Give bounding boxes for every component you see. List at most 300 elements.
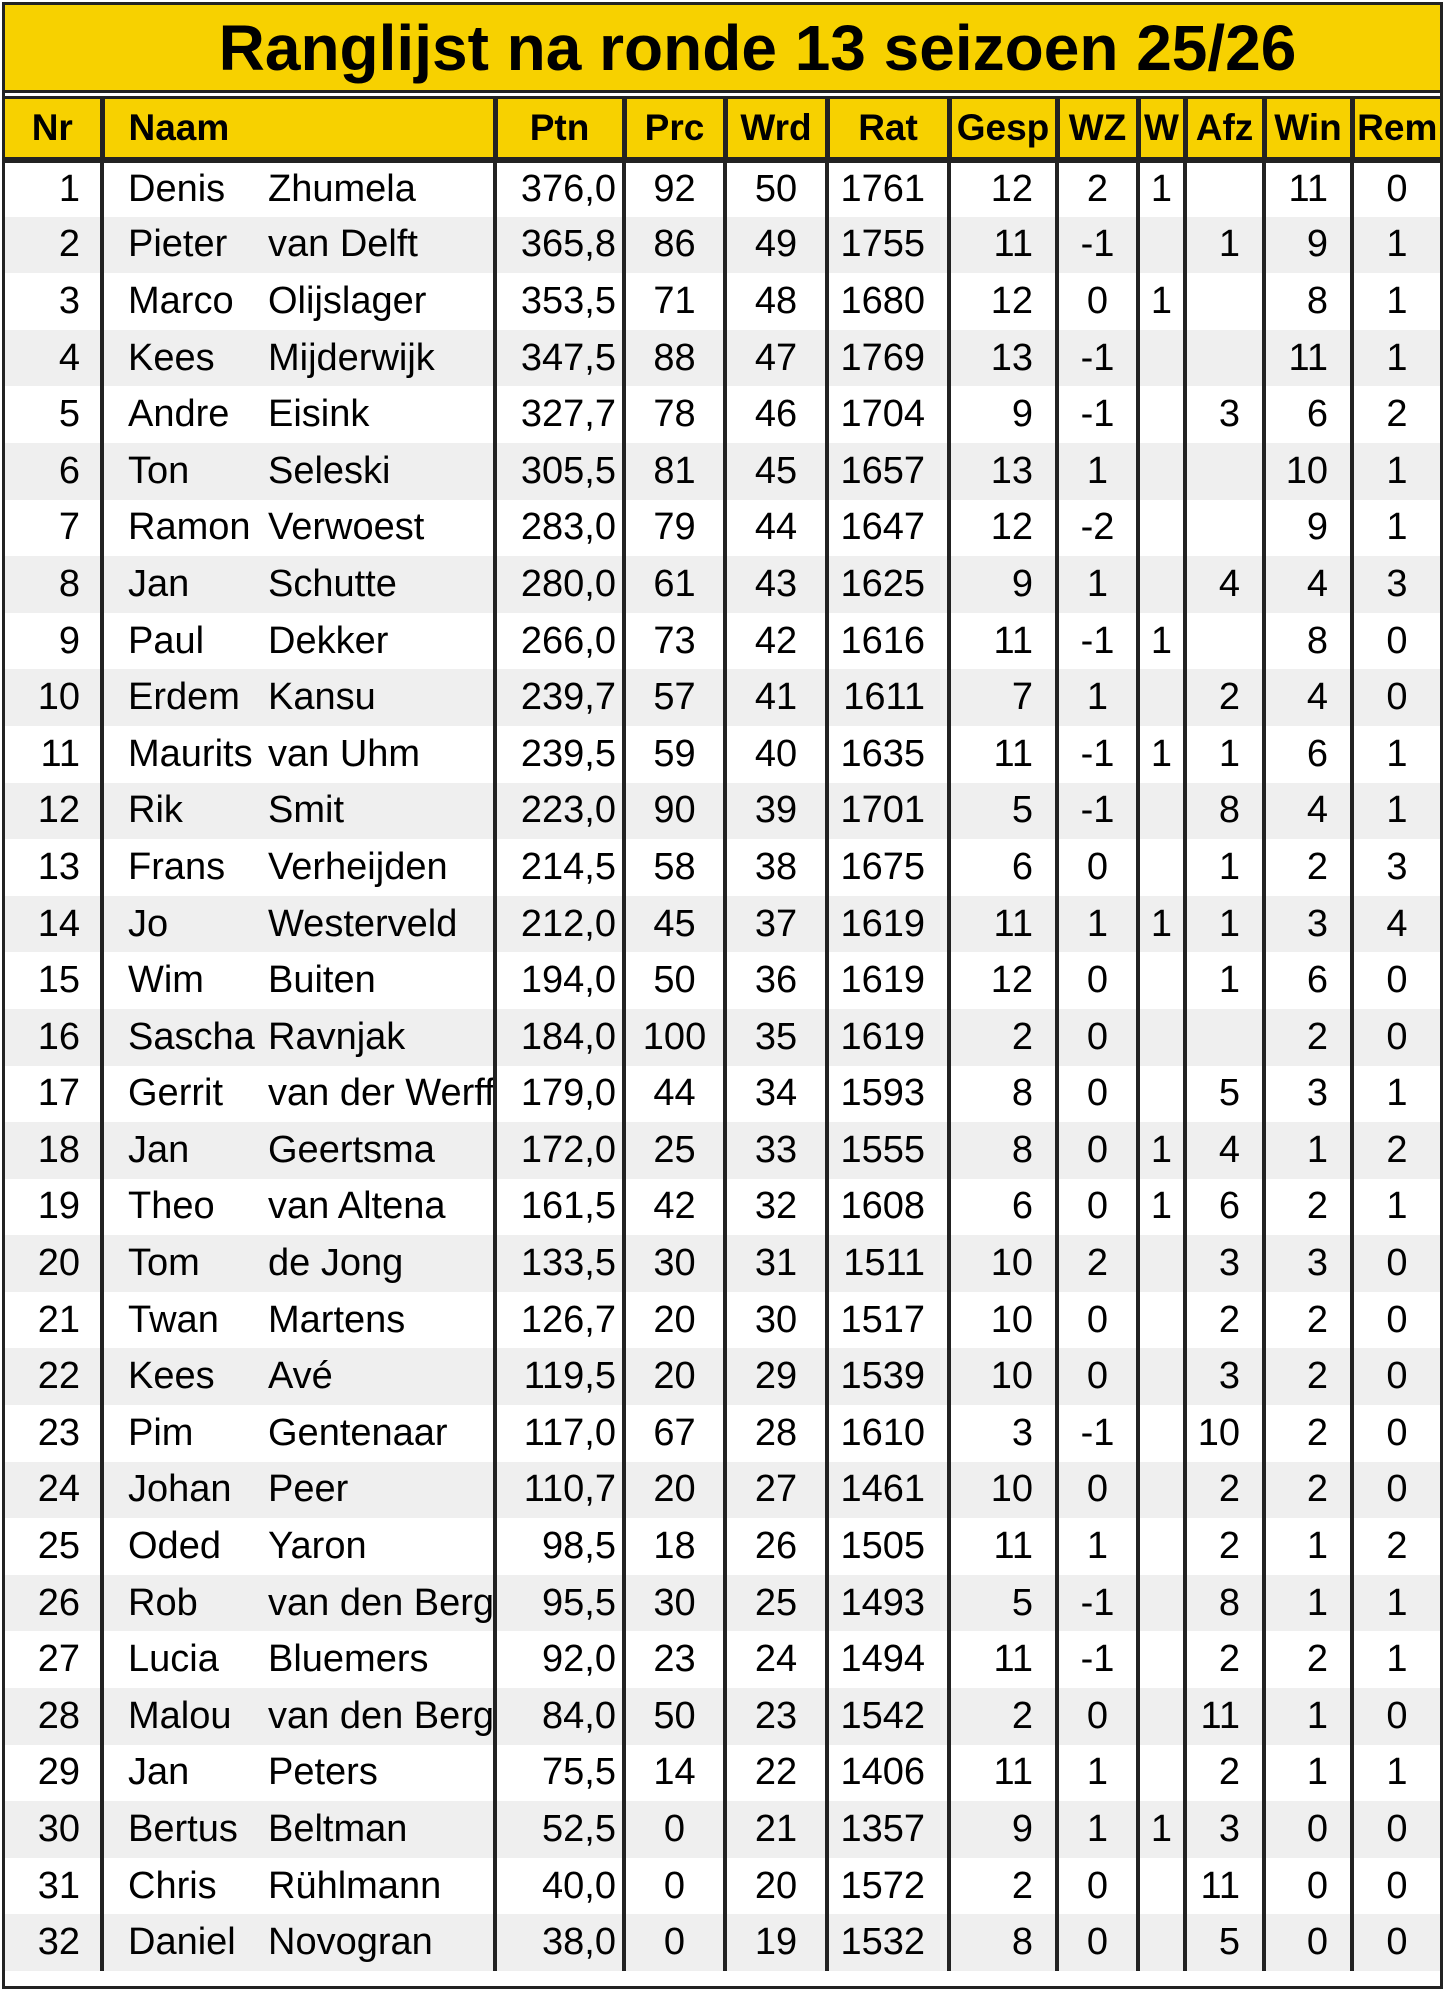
rank-cell: 23 (37, 1411, 80, 1454)
rank-cell: 32 (5, 1914, 102, 1971)
name-cell (102, 217, 495, 274)
table-row (5, 1688, 1440, 1745)
draws-cell: 0 (1352, 669, 1440, 726)
wins-cell: 2 (1264, 1462, 1352, 1519)
rank-cell: 10 (5, 669, 102, 726)
points-cell: 52,5 (495, 1801, 624, 1858)
draws-cell: 0 (1352, 1009, 1440, 1066)
value-cell: 21 (725, 1801, 827, 1858)
name-cell (102, 1179, 495, 1236)
rank-cell: 24 (5, 1462, 102, 1519)
games-cell: 8 (949, 1122, 1057, 1179)
first-name: Rob (128, 1581, 198, 1624)
points-cell: 117,0 (495, 1405, 624, 1462)
points-cell: 98,5 (495, 1518, 624, 1575)
value-cell: 33 (725, 1122, 827, 1179)
first-name: Paul (128, 619, 205, 662)
rating-cell: 1610 (827, 1405, 949, 1462)
points-cell: 119,5 (495, 1348, 624, 1405)
percentage-cell: 50 (624, 952, 725, 1009)
last-name: Avé (268, 1355, 333, 1398)
rank-cell: 29 (37, 1751, 80, 1794)
withdrawn-cell: 4 (1185, 556, 1264, 613)
w-cell (1138, 1745, 1185, 1802)
games-cell: 9 (949, 386, 1057, 443)
withdrawn-cell: 1 (1185, 896, 1264, 953)
draws-cell: 3 (1352, 839, 1440, 896)
wins-cell: 4 (1264, 783, 1352, 840)
withdrawn-cell: 3 (1185, 1348, 1264, 1405)
name-cell (102, 1122, 495, 1179)
rating-cell: 1494 (827, 1631, 949, 1688)
value-cell: 38 (725, 839, 827, 896)
table-row (5, 1518, 1440, 1575)
white-black-balance-cell: -1 (1057, 783, 1138, 840)
white-black-balance-cell: -1 (1057, 613, 1138, 670)
withdrawn-cell: 8 (1185, 783, 1264, 840)
w-cell: 1 (1138, 1179, 1185, 1236)
draws-cell: 1 (1352, 1745, 1440, 1802)
white-black-balance-cell: 0 (1057, 1009, 1138, 1066)
w-cell (1138, 1462, 1185, 1519)
wins-cell: 1 (1264, 1688, 1352, 1745)
table-row (5, 443, 1440, 500)
table-row (5, 330, 1440, 387)
percentage-cell: 23 (624, 1631, 725, 1688)
points-cell: 239,7 (495, 669, 624, 726)
w-cell (1138, 556, 1185, 613)
rank-cell: 28 (5, 1688, 102, 1745)
games-cell: 3 (949, 1405, 1057, 1462)
draws-cell: 1 (1352, 1066, 1440, 1123)
first-name: Maurits (128, 732, 253, 775)
last-name: Ravnjak (268, 1015, 406, 1058)
last-name: Yaron (268, 1525, 367, 1568)
table-row (5, 556, 1440, 613)
name-cell (102, 273, 495, 330)
draws-cell: 1 (1352, 500, 1440, 557)
last-name: Seleski (268, 449, 391, 492)
draws-cell: 1 (1352, 1575, 1440, 1632)
wins-cell: 0 (1264, 1858, 1352, 1915)
value-cell: 26 (725, 1518, 827, 1575)
draws-cell: 2 (1352, 1122, 1440, 1179)
rank-cell: 21 (37, 1298, 80, 1341)
rating-cell: 1461 (827, 1462, 949, 1519)
white-black-balance-cell: 0 (1057, 1688, 1138, 1745)
withdrawn-cell: 2 (1185, 1631, 1264, 1688)
rank-cell: 19 (37, 1185, 80, 1228)
withdrawn-cell: 11 (1185, 1688, 1264, 1745)
points-cell: 95,5 (495, 1575, 624, 1632)
wins-cell: 2 (1264, 1179, 1352, 1236)
wins-cell: 10 (1264, 443, 1352, 500)
rating-cell: 1357 (827, 1801, 949, 1858)
page-title: Ranglijst na ronde 13 seizoen 25/26 (5, 5, 1440, 93)
name-cell (102, 1914, 495, 1971)
white-black-balance-cell: 2 (1057, 160, 1138, 217)
last-name: van der Werff (268, 1072, 495, 1115)
games-cell: 11 (949, 613, 1057, 670)
percentage-cell: 57 (624, 669, 725, 726)
last-name: van den Berg (268, 1694, 495, 1737)
points-cell: 283,0 (495, 500, 624, 557)
table-row (5, 1292, 1440, 1349)
white-black-balance-cell: 0 (1057, 1292, 1138, 1349)
rating-cell: 1593 (827, 1066, 949, 1123)
table-row (5, 1575, 1440, 1632)
w-cell (1138, 1405, 1185, 1462)
table-row (5, 1462, 1440, 1519)
points-cell: 84,0 (495, 1688, 624, 1745)
w-cell (1138, 500, 1185, 557)
percentage-cell: 78 (624, 386, 725, 443)
games-cell: 10 (949, 1462, 1057, 1519)
white-black-balance-cell: 1 (1057, 669, 1138, 726)
points-cell: 266,0 (495, 613, 624, 670)
withdrawn-cell: 1 (1185, 726, 1264, 783)
percentage-cell: 100 (624, 1009, 725, 1066)
first-name: Oded (128, 1525, 221, 1568)
withdrawn-cell (1185, 443, 1264, 500)
wins-cell: 6 (1264, 726, 1352, 783)
value-cell: 29 (725, 1348, 827, 1405)
rank-cell: 25 (37, 1525, 80, 1568)
points-cell: 92,0 (495, 1631, 624, 1688)
percentage-cell: 42 (624, 1179, 725, 1236)
withdrawn-cell: 1 (1185, 217, 1264, 274)
wins-cell: 8 (1264, 273, 1352, 330)
wins-cell: 1 (1264, 1122, 1352, 1179)
rating-cell: 1619 (827, 952, 949, 1009)
first-name: Theo (128, 1185, 215, 1228)
first-name: Jo (128, 902, 169, 945)
first-name: Marco (128, 279, 234, 322)
withdrawn-cell: 8 (1185, 1575, 1264, 1632)
column-header-afz: Afz (1185, 98, 1264, 161)
first-name: Frans (128, 845, 226, 888)
percentage-cell: 58 (624, 839, 725, 896)
white-black-balance-cell: -1 (1057, 726, 1138, 783)
w-cell: 1 (1138, 1801, 1185, 1858)
withdrawn-cell: 2 (1185, 1518, 1264, 1575)
rating-cell: 1493 (827, 1575, 949, 1632)
wins-cell: 1 (1264, 1575, 1352, 1632)
draws-cell: 0 (1352, 1405, 1440, 1462)
points-cell: 347,5 (495, 330, 624, 387)
points-cell: 376,0 (495, 160, 624, 217)
points-cell: 40,0 (495, 1858, 624, 1915)
percentage-cell: 88 (624, 330, 725, 387)
games-cell: 13 (949, 443, 1057, 500)
value-cell: 22 (725, 1745, 827, 1802)
rank-cell: 13 (37, 845, 80, 888)
last-name: Olijslager (268, 279, 427, 322)
name-cell (102, 952, 495, 1009)
rating-cell: 1701 (827, 783, 949, 840)
wins-cell: 3 (1264, 896, 1352, 953)
name-cell (102, 1745, 495, 1802)
table-row (5, 783, 1440, 840)
games-cell: 10 (949, 1292, 1057, 1349)
w-cell (1138, 330, 1185, 387)
column-header-rem: Rem (1352, 98, 1440, 161)
percentage-cell: 0 (624, 1858, 725, 1915)
draws-cell: 2 (1352, 386, 1440, 443)
last-name: Dekker (268, 619, 389, 662)
rating-cell: 1539 (827, 1348, 949, 1405)
rating-cell: 1755 (827, 217, 949, 274)
table-row (5, 952, 1440, 1009)
games-cell: 2 (949, 1009, 1057, 1066)
rank-cell: 2 (5, 217, 102, 274)
games-cell: 9 (949, 1801, 1057, 1858)
draws-cell: 0 (1352, 1348, 1440, 1405)
name-cell (102, 896, 495, 953)
draws-cell: 4 (1352, 896, 1440, 953)
draws-cell: 1 (1352, 273, 1440, 330)
draws-cell: 3 (1352, 556, 1440, 613)
games-cell: 8 (949, 1914, 1057, 1971)
column-header-ptn: Ptn (495, 98, 624, 161)
wins-cell: 0 (1264, 1801, 1352, 1858)
withdrawn-cell (1185, 1009, 1264, 1066)
value-cell: 37 (725, 896, 827, 953)
points-cell: 172,0 (495, 1122, 624, 1179)
white-black-balance-cell: 0 (1057, 952, 1138, 1009)
name-cell (102, 1631, 495, 1688)
points-cell: 126,7 (495, 1292, 624, 1349)
table-row (5, 1745, 1440, 1802)
value-cell: 41 (725, 669, 827, 726)
wins-cell: 2 (1264, 839, 1352, 896)
first-name: Pim (128, 1411, 194, 1454)
white-black-balance-cell: 0 (1057, 839, 1138, 896)
w-cell: 1 (1138, 160, 1185, 217)
withdrawn-cell: 3 (1185, 1801, 1264, 1858)
rating-cell: 1704 (827, 386, 949, 443)
table-row (5, 1179, 1440, 1236)
last-name: Peer (268, 1468, 349, 1511)
games-cell: 10 (949, 1235, 1057, 1292)
name-cell (102, 1009, 495, 1066)
name-cell (102, 443, 495, 500)
w-cell: 1 (1138, 896, 1185, 953)
rank-cell: 1 (58, 168, 80, 211)
points-cell: 365,8 (495, 217, 624, 274)
column-header-win: Win (1264, 98, 1352, 161)
first-name: Rik (128, 789, 183, 832)
white-black-balance-cell: -1 (1057, 1575, 1138, 1632)
first-name: Twan (128, 1298, 219, 1341)
draws-cell: 1 (1352, 726, 1440, 783)
withdrawn-cell (1185, 160, 1264, 217)
first-name: Kees (128, 336, 215, 379)
w-cell (1138, 1688, 1185, 1745)
games-cell: 6 (949, 1179, 1057, 1236)
last-name: Novogran (268, 1921, 433, 1964)
rank-cell: 8 (5, 556, 102, 613)
draws-cell: 0 (1352, 1235, 1440, 1292)
withdrawn-cell: 2 (1185, 669, 1264, 726)
rank-cell: 26 (5, 1575, 102, 1632)
name-cell (102, 1801, 495, 1858)
wins-cell: 3 (1264, 1066, 1352, 1123)
rank-cell: 3 (58, 279, 80, 322)
percentage-cell: 45 (624, 896, 725, 953)
first-name: Wim (128, 959, 204, 1002)
white-black-balance-cell: -2 (1057, 500, 1138, 557)
percentage-cell: 79 (624, 500, 725, 557)
white-black-balance-cell: 0 (1057, 1179, 1138, 1236)
value-cell: 31 (725, 1235, 827, 1292)
white-black-balance-cell: 0 (1057, 1858, 1138, 1915)
wins-cell: 2 (1264, 1348, 1352, 1405)
w-cell (1138, 783, 1185, 840)
last-name: van Delft (268, 223, 418, 266)
white-black-balance-cell: 1 (1057, 1801, 1138, 1858)
rating-cell: 1616 (827, 613, 949, 670)
table-row (5, 386, 1440, 443)
white-black-balance-cell: -1 (1057, 1631, 1138, 1688)
name-cell (102, 1405, 495, 1462)
draws-cell: 0 (1352, 1858, 1440, 1915)
percentage-cell: 67 (624, 1405, 725, 1462)
w-cell: 1 (1138, 613, 1185, 670)
rank-cell: 30 (5, 1801, 102, 1858)
rating-cell: 1625 (827, 556, 949, 613)
value-cell: 44 (725, 500, 827, 557)
percentage-cell: 25 (624, 1122, 725, 1179)
name-cell (102, 669, 495, 726)
rating-cell: 1680 (827, 273, 949, 330)
points-cell: 353,5 (495, 273, 624, 330)
table-body (5, 160, 1440, 1971)
name-cell (102, 330, 495, 387)
first-name: Johan (128, 1468, 232, 1511)
withdrawn-cell: 5 (1185, 1066, 1264, 1123)
last-name: Geertsma (268, 1128, 435, 1171)
w-cell (1138, 443, 1185, 500)
value-cell: 46 (725, 386, 827, 443)
last-name: Peters (268, 1751, 378, 1794)
last-name: Mijderwijk (268, 336, 435, 379)
percentage-cell: 59 (624, 726, 725, 783)
games-cell: 11 (949, 1631, 1057, 1688)
games-cell: 9 (949, 556, 1057, 613)
name-cell (102, 1688, 495, 1745)
value-cell: 27 (725, 1462, 827, 1519)
first-name: Kees (128, 1355, 215, 1398)
w-cell (1138, 1292, 1185, 1349)
value-cell: 24 (725, 1631, 827, 1688)
rank-cell: 12 (5, 783, 102, 840)
w-cell (1138, 1575, 1185, 1632)
table-row (5, 1122, 1440, 1179)
last-name: Bluemers (268, 1638, 429, 1681)
percentage-cell: 71 (624, 273, 725, 330)
rank-cell: 17 (37, 1072, 80, 1115)
withdrawn-cell: 3 (1185, 386, 1264, 443)
draws-cell: 0 (1352, 1801, 1440, 1858)
name-cell (102, 839, 495, 896)
points-cell: 179,0 (495, 1066, 624, 1123)
w-cell (1138, 952, 1185, 1009)
rating-cell: 1406 (827, 1745, 949, 1802)
first-name: Andre (128, 393, 230, 436)
wins-cell: 2 (1264, 1631, 1352, 1688)
name-cell (102, 1066, 495, 1123)
rank-cell: 6 (5, 443, 102, 500)
value-cell: 42 (725, 613, 827, 670)
w-cell (1138, 669, 1185, 726)
w-cell (1138, 1235, 1185, 1292)
games-cell: 11 (949, 1745, 1057, 1802)
games-cell: 11 (949, 1518, 1057, 1575)
games-cell: 12 (949, 500, 1057, 557)
value-cell: 39 (725, 783, 827, 840)
first-name: Erdem (128, 676, 240, 719)
w-cell (1138, 1631, 1185, 1688)
rank-cell: 7 (58, 506, 80, 549)
w-cell: 1 (1138, 1122, 1185, 1179)
white-black-balance-cell: -1 (1057, 386, 1138, 443)
column-header-rat: Rat (827, 98, 949, 161)
first-name: Pieter (128, 223, 228, 266)
name-cell (102, 1348, 495, 1405)
points-cell: 214,5 (495, 839, 624, 896)
draws-cell: 1 (1352, 1631, 1440, 1688)
withdrawn-cell: 2 (1185, 1745, 1264, 1802)
white-black-balance-cell: 0 (1057, 273, 1138, 330)
white-black-balance-cell: 0 (1057, 1914, 1138, 1971)
draws-cell: 0 (1352, 1914, 1440, 1971)
value-cell: 45 (725, 443, 827, 500)
games-cell: 13 (949, 330, 1057, 387)
last-name: Smit (268, 789, 344, 832)
withdrawn-cell (1185, 273, 1264, 330)
wins-cell: 2 (1264, 1009, 1352, 1066)
percentage-cell: 20 (624, 1348, 725, 1405)
value-cell: 32 (725, 1179, 827, 1236)
draws-cell: 0 (1352, 1292, 1440, 1349)
games-cell: 5 (949, 1575, 1057, 1632)
rating-cell: 1611 (827, 669, 949, 726)
rank-cell: 31 (37, 1864, 80, 1907)
value-cell: 34 (725, 1066, 827, 1123)
rating-cell: 1572 (827, 1858, 949, 1915)
percentage-cell: 18 (624, 1518, 725, 1575)
percentage-cell: 44 (624, 1066, 725, 1123)
table-row (5, 1914, 1440, 1971)
percentage-cell: 61 (624, 556, 725, 613)
percentage-cell: 20 (624, 1292, 725, 1349)
withdrawn-cell: 11 (1185, 1858, 1264, 1915)
white-black-balance-cell: 0 (1057, 1122, 1138, 1179)
table-row (5, 839, 1440, 896)
w-cell (1138, 839, 1185, 896)
last-name: Martens (268, 1298, 406, 1341)
withdrawn-cell: 1 (1185, 952, 1264, 1009)
withdrawn-cell: 2 (1185, 1462, 1264, 1519)
points-cell: 212,0 (495, 896, 624, 953)
wins-cell: 3 (1264, 1235, 1352, 1292)
points-cell: 223,0 (495, 783, 624, 840)
last-name: van Uhm (268, 732, 421, 775)
last-name: Eisink (268, 393, 370, 436)
value-cell: 47 (725, 330, 827, 387)
percentage-cell: 92 (624, 160, 725, 217)
